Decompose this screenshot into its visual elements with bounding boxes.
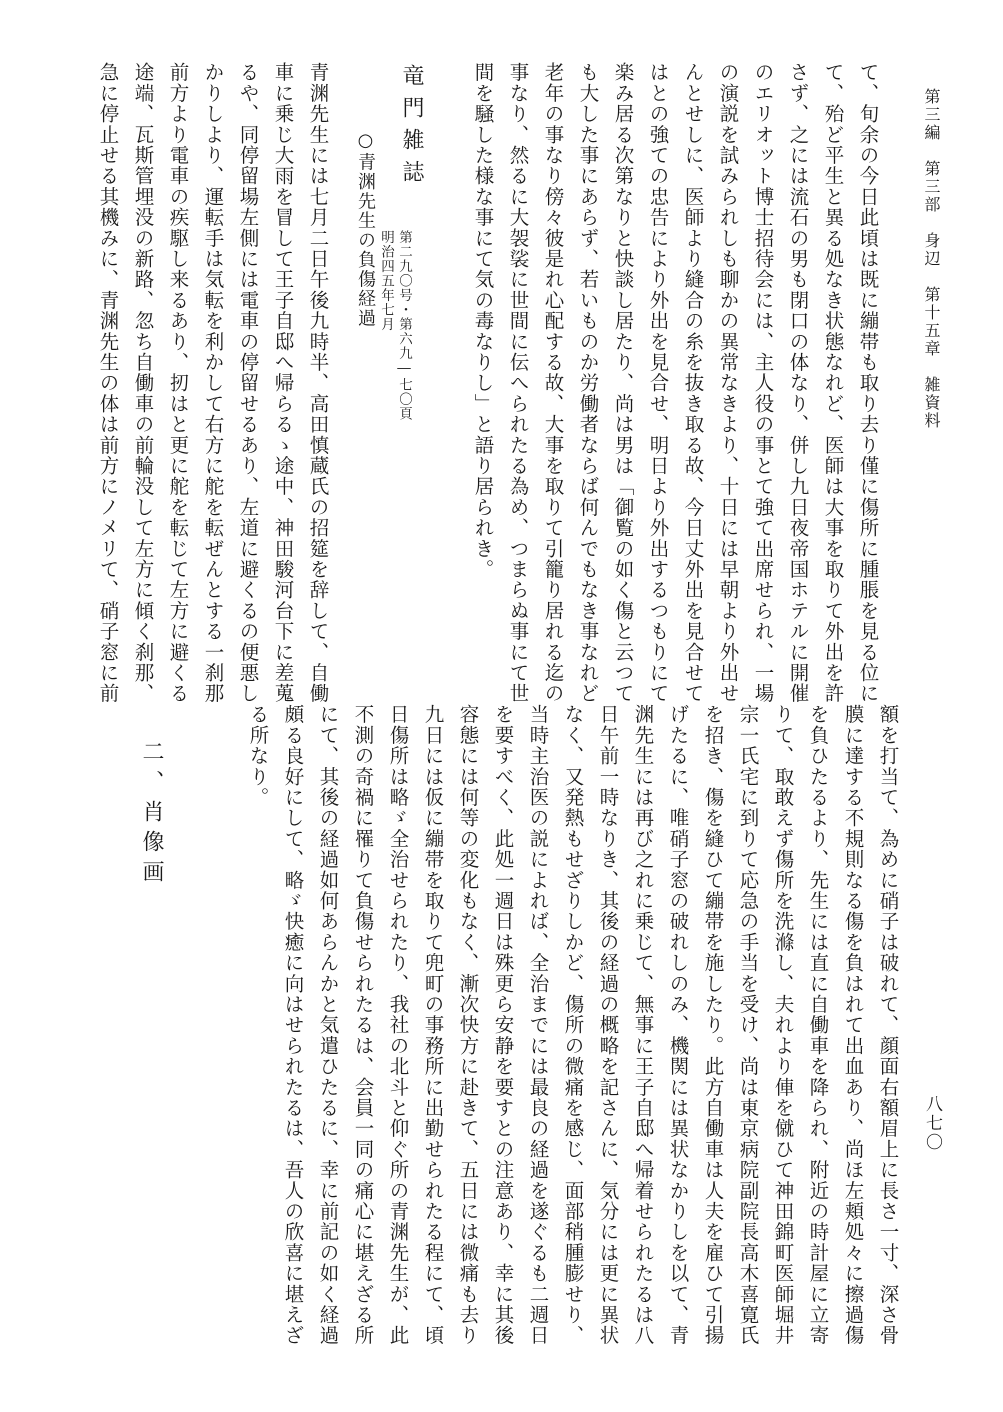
text-line: 九日には仮に繃帯を取りて兜町の事務所に出勤せられたる程にて、頃 xyxy=(421,704,445,1346)
text-line: のエリオット博士招待会には、主人役の事とて強て出席せられ、一場 xyxy=(751,62,775,704)
text-line: を負ひたるより、先生には直に自働車を降られ、附近の時計屋に立寄 xyxy=(806,704,830,1346)
text-line: 前方より電車の疾駆し来るあり、扨はと更に舵を転じて左方に避くる xyxy=(166,62,190,704)
source-title: 竜門雑誌 xyxy=(399,64,424,192)
text-line: 青渊先生には七月二日午後九時半、高田慎蔵氏の招筵を辞して、自働 xyxy=(306,62,330,704)
source-issue: 第二九〇号・第六九―七〇頁 xyxy=(396,230,412,421)
text-line: を要すべく、此処一週日は殊更ら安静を要すとの注意あり、幸に其後 xyxy=(491,704,515,1346)
text-line: なく、又発熱もせざりしかど、傷所の微痛を感じ、面部稍腫膨せり、 xyxy=(561,704,585,1346)
text-line: 事なり、然るに大袈裟に世間に伝へられたる為め、つまらぬ事にて世 xyxy=(506,62,530,704)
text-line: 楽み居る次第なりと快談し居たり、尚は男は「御覧の如く傷と云つて xyxy=(611,62,635,704)
text-line: 日午前一時なりき、其後の経過の概略を記さんに、気分には更に異状 xyxy=(596,704,620,1346)
text-line: 頗る良好にして、略ゞ快癒に向はせられたるは、吾人の欣喜に堪えざ xyxy=(281,704,305,1346)
text-line: 間を騒した様な事にて気の毒なりし」と語り居られき。 xyxy=(471,62,495,580)
text-line: 容態には何等の変化もなく、漸次快方に赴きて、五日には微痛も去り xyxy=(456,704,480,1346)
text-line: にて、其後の経過如何あらんかと気遣ひたるに、幸に前記の如く経過 xyxy=(316,704,340,1346)
text-line: かりしより、運転手は気転を利かして右方に舵を転ぜんとする一刹那 xyxy=(201,62,225,704)
text-line: て、旬余の今日此頃は既に繃帯も取り去り僅に傷所に腫脹を見る位に xyxy=(856,62,880,704)
page-number: 八七〇 xyxy=(922,1095,942,1152)
text-line: 老年の事なり傍々彼是れ心配する故、大事を取りて引籠り居れる迄の xyxy=(541,62,565,704)
text-line: て、殆ど平生と異る処なき状態なれど、医師は大事を取りて外出を許 xyxy=(821,62,845,704)
text-line: の演説を試みられしも聊かの異常なきより、十日には早朝より外出せ xyxy=(716,62,740,704)
text-line: 渊先生には再び之れに乗じて、無事に王子自邸へ帰着せられたるは八 xyxy=(631,704,655,1346)
text-line: も大した事にあらず、若いものか労働者ならば何んでもなき事なれど xyxy=(576,62,600,704)
text-line: 車に乗じ大雨を冒して王子自邸へ帰らるゝ途中、神田駿河台下に差蒐 xyxy=(271,62,295,704)
text-line: 膜に達する不規則なる傷を負はれて出血あり、尚ほ左頬処々に擦過傷 xyxy=(841,704,865,1346)
text-line: るや、同停留場左側には電車の停留せるあり、左道に避くるの便悪し xyxy=(236,62,260,704)
text-line: 急に停止せる其機みに、青渊先生の体は前方にノメリて、硝子窓に前 xyxy=(96,62,120,704)
section-heading: 二、肖像画 xyxy=(139,740,164,890)
text-line: 宗一氏宅に到りて応急の手当を受け、尚は東京病院副院長高木喜寛氏 xyxy=(736,704,760,1346)
text-line: りて、取敢えず傷所を洗滌し、夫れより俥を僦ひて神田錦町医師堀井 xyxy=(771,704,795,1346)
text-line: 当時主治医の説によれば、全治までには最良の経過を遂ぐるも二週日 xyxy=(526,704,550,1346)
text-line: を招き、傷を縫ひて繃帯を施したり。此方自働車は人夫を雇ひて引揚 xyxy=(701,704,725,1346)
text-line: 途端、瓦斯管埋没の新路、忽ち自働車の前輪没して左方に傾く刹那、 xyxy=(131,62,155,704)
text-line: げたるに、唯硝子窓の破れしのみ、機関には異状なかりしを以て、青 xyxy=(666,704,690,1346)
text-line: 額を打当て、為めに硝子は破れて、顔面右額眉上に長さ一寸、深さ骨 xyxy=(876,704,900,1346)
running-header: 第三編 第三部 身辺 第十五章 雑資料 xyxy=(922,88,941,430)
text-line: る所なり。 xyxy=(246,704,270,808)
text-line: 日傷所は略ゞ全治せられたり、我社の北斗と仰ぐ所の青渊先生が、此 xyxy=(386,704,410,1346)
text-line: んとせしに、医師より縫合の糸を抜き取る故、今日丈外出を見合せて xyxy=(681,62,705,704)
text-line: はとの強ての忠告により外出を見合せ、明日より外出するつもりにて xyxy=(646,62,670,704)
text-line: さず、之には流石の男も閉口の体なり、併し九日夜帝国ホテルに開催 xyxy=(786,62,810,704)
text-line: 不測の奇禍に罹りて負傷せられたるは、会員一同の痛心に堪えざる所 xyxy=(351,704,375,1346)
source-date: 明治四五年七月 xyxy=(378,230,394,332)
article-title: ○青渊先生の負傷経過 xyxy=(355,130,376,328)
